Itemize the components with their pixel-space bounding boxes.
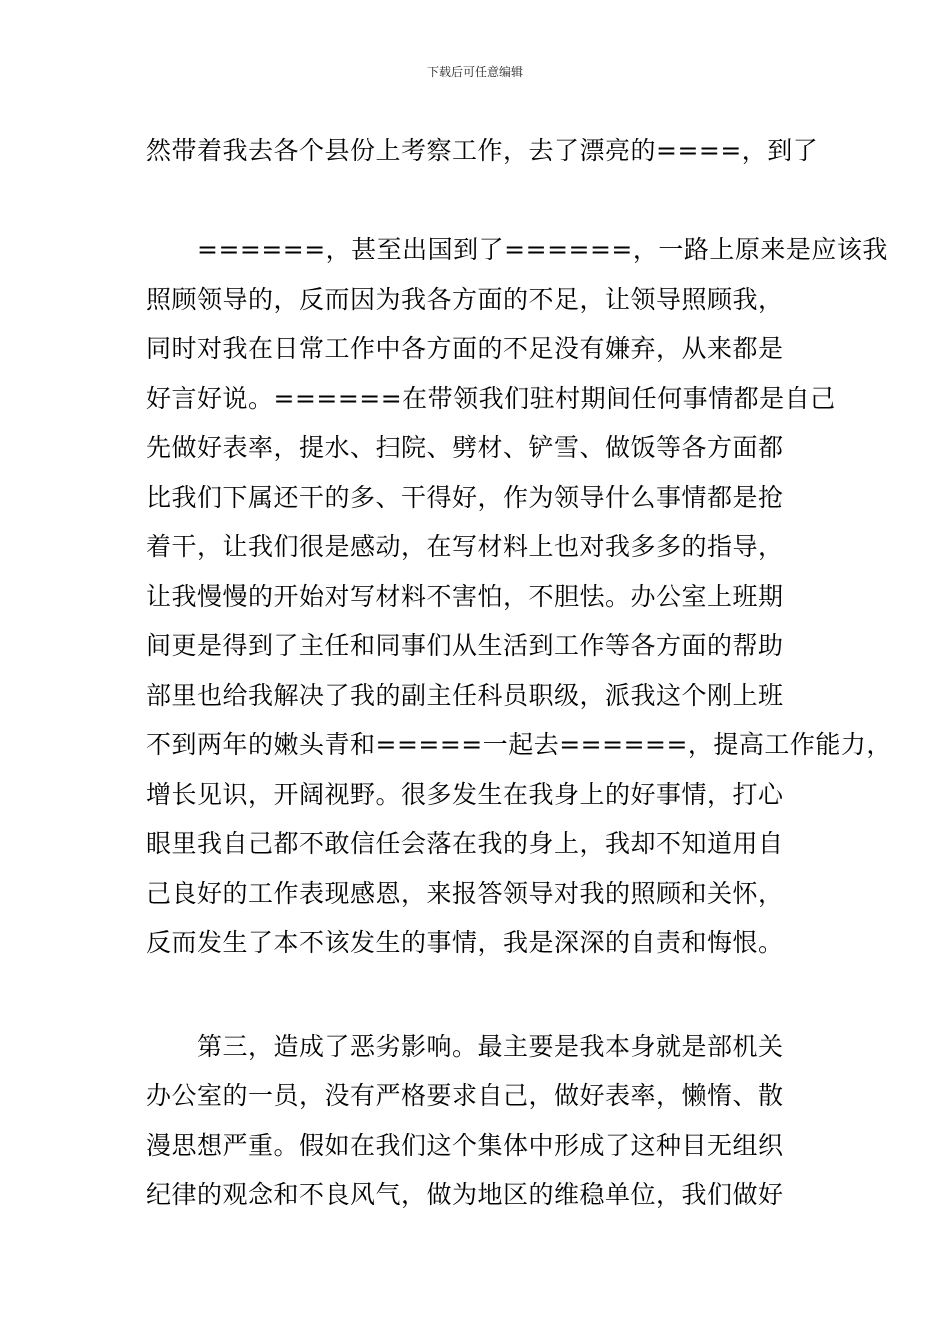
- paragraph-2-line-11: 不到两年的嫩头青和=====一起去======，提高工作能力，: [146, 730, 892, 759]
- paragraph-2-line-3: 同时对我在日常工作中各方面的不足没有嫌弃，从来都是: [146, 334, 784, 363]
- paragraph-2-line-2: 照顾领导的，反而因为我各方面的不足，让领导照顾我，: [146, 285, 784, 314]
- paragraph-3-line-2: 办公室的一员，没有严格要求自己，做好表率，懒惰、散: [146, 1081, 784, 1110]
- paragraph-2-line-4: 好言好说。======在带领我们驻村期间任何事情都是自己: [146, 384, 836, 413]
- paragraph-2-line-12: 增长见识，开阔视野。很多发生在我身上的好事情，打心: [146, 780, 784, 809]
- paragraph-2-line-10: 部里也给我解决了我的副主任科员职级，派我这个刚上班: [146, 681, 784, 710]
- paragraph-2-line-15: 反而发生了本不该发生的事情，我是深深的自责和悔恨。: [146, 928, 784, 957]
- paragraph-2-line-7: 着干，让我们很是感动，在写材料上也对我多多的指导，: [146, 532, 784, 561]
- paragraph-2-line-1: ======，甚至出国到了======，一路上原来是应该我: [197, 235, 888, 264]
- page-header-note: 下载后可任意编辑: [426, 65, 523, 79]
- paragraph-3-line-3: 漫思想严重。假如在我们这个集体中形成了这种目无组织: [146, 1131, 784, 1160]
- paragraph-1-line-1: 然带着我去各个县份上考察工作，去了漂亮的====，到了: [146, 136, 819, 165]
- paragraph-2-line-5: 先做好表率，提水、扫院、劈材、铲雪、做饭等各方面都: [146, 433, 784, 462]
- paragraph-2-line-8: 让我慢慢的开始对写材料不害怕，不胆怯。办公室上班期: [146, 582, 784, 611]
- paragraph-2-line-13: 眼里我自己都不敢信任会落在我的身上，我却不知道用自: [146, 829, 784, 858]
- paragraph-2-line-6: 比我们下属还干的多、干得好，作为领导什么事情都是抢: [146, 483, 784, 512]
- paragraph-3-line-1: 第三，造成了恶劣影响。最主要是我本身就是部机关: [197, 1032, 784, 1061]
- paragraph-2-line-9: 间更是得到了主任和同事们从生活到工作等各方面的帮助: [146, 631, 784, 660]
- paragraph-2-line-14: 己良好的工作表现感恩，来报答领导对我的照顾和关怀，: [146, 879, 784, 908]
- paragraph-3-line-4: 纪律的观念和不良风气，做为地区的维稳单位，我们做好: [146, 1180, 784, 1209]
